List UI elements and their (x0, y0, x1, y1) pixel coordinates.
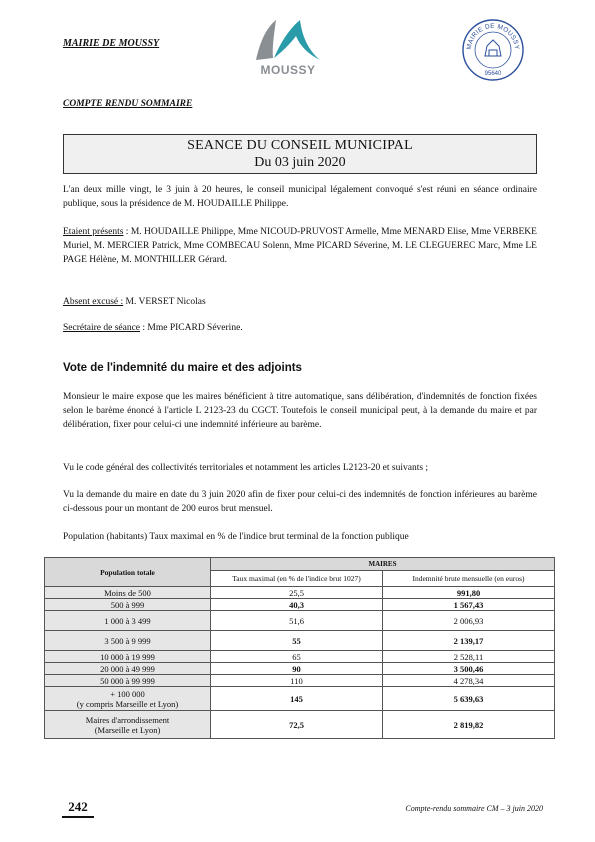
cell-population-main: + 100 000 (110, 688, 145, 699)
cell-rate: 72,5 (211, 711, 383, 739)
cell-population: Moins de 500 (45, 587, 211, 599)
absent-label: Absent excusé : (63, 297, 124, 307)
secretary-paragraph (63, 321, 537, 335)
cell-amount: 2 139,17 (383, 631, 555, 651)
present-label: Etaient présents (63, 227, 124, 237)
secretary-label: Secrétaire de séance (63, 323, 141, 333)
table-row (45, 687, 555, 711)
table-row (45, 599, 555, 611)
absent-text: M. VERSET Nicolas (123, 297, 206, 307)
table-row (45, 663, 555, 675)
cell-amount: 4 278,34 (383, 675, 555, 687)
cell-population (45, 711, 211, 739)
cell-rate: 65 (211, 651, 383, 663)
logo-swoosh-teal (274, 20, 320, 60)
title-line1: SEANCE DU CONSEIL MUNICIPAL (187, 138, 413, 153)
mairie-name: MAIRIE DE MOUSSY (63, 38, 160, 49)
cell-population: 10 000 à 19 999 (45, 651, 211, 663)
section-paragraph-4: Population (habitants) Taux maximal en % de l'indice brut terminal de la fonction publique (63, 532, 409, 542)
present-text: : M. HOUDAILLE Philippe, Mme NICOUD-PRUVOST Armelle, Mme MENARD Elise, Mme VERBEKE Muriel, M. MERCIER Patrick, Mme COMBECAU Solenn, Mme PICARD Séverine, M. LE CLEGUEREC Marc, Mme LE PAGE Hélène, M. MONTHILLER Gérard. (63, 227, 537, 265)
section-paragraph-2: Vu le code général des collectivités territoriales et notamment les articles L2123-20 et suivants ; (63, 463, 429, 473)
section-paragraph-3: Vu la demande du maire en date du 3 juin 2020 afin de fixer pour celui-ci des indemnités de fonction inférieures au barème ci-dessous pour un montant de 200 euros brut mensuel. (63, 490, 537, 514)
moussy-logo (246, 14, 330, 80)
cell-population: 500 à 999 (45, 599, 211, 611)
table-row (45, 587, 555, 599)
col-population-header: Population totale (45, 558, 211, 587)
maires-group-header: MAIRES (211, 558, 555, 571)
indemnity-table (44, 557, 555, 739)
cell-rate: 40,3 (211, 599, 383, 611)
table-row (45, 675, 555, 687)
cell-population-main: Maires d'arrondissement (85, 714, 170, 725)
col-amount-header: Indemnité brute mensuelle (en euros) (383, 571, 555, 587)
cell-rate: 25,5 (211, 587, 383, 599)
cell-rate: 55 (211, 631, 383, 651)
table-row (45, 631, 555, 651)
cell-population (45, 687, 211, 711)
cell-amount: 1 567,43 (383, 599, 555, 611)
cell-rate: 110 (211, 675, 383, 687)
logo-swoosh-gray (256, 20, 276, 60)
cell-amount: 5 639,63 (383, 687, 555, 711)
secretary-text: : Mme PICARD Séverine. (140, 323, 243, 333)
cell-amount: 2 528,11 (383, 651, 555, 663)
cell-population: 1 000 à 3 499 (45, 611, 211, 631)
title-box (63, 134, 537, 174)
cell-population: 50 000 à 99 999 (45, 675, 211, 687)
table-row (45, 651, 555, 663)
report-type: COMPTE RENDU SOMMAIRE (63, 99, 193, 109)
footer-caption: Compte-rendu sommaire CM – 3 juin 2020 (405, 804, 543, 813)
seal-emblem (485, 40, 501, 56)
seal-top-text: MAIRIE DE MOUSSY (465, 22, 521, 51)
table-row (45, 611, 555, 631)
cell-rate: 145 (211, 687, 383, 711)
col-rate-header: Taux maximal (en % de l'indice brut 1027) (211, 571, 383, 587)
cell-amount: 2 006,93 (383, 611, 555, 631)
cell-rate: 51,6 (211, 611, 383, 631)
cell-population: 20 000 à 49 999 (45, 663, 211, 675)
mairie-seal (461, 18, 525, 82)
present-paragraph (63, 225, 537, 267)
seal-bottom-text: 95640 (484, 71, 502, 77)
absent-paragraph (63, 295, 537, 309)
cell-population-sub: (y compris Marseille et Lyon) (76, 698, 179, 709)
cell-amount: 3 500,46 (383, 663, 555, 675)
cell-rate: 90 (211, 663, 383, 675)
cell-population-sub: (Marseille et Lyon) (94, 724, 161, 735)
section-heading: Vote de l'indemnité du maire et des adjoints (63, 362, 302, 374)
title-line2: Du 03 juin 2020 (254, 155, 346, 170)
section-paragraph-1: Monsieur le maire expose que les maires bénéficient à titre automatique, sans délibération, d'indemnités de fonction fixées selon le barème énoncé à l'article L 2123-23 du CGCT. Toutefois le conseil municipal peut, à la demande du maire et par délibération, fixer pour celui-ci une indemnité inférieure au barème. (63, 392, 537, 430)
intro-paragraph: L'an deux mille vingt, le 3 juin à 20 heures, le conseil municipal légalement convoqué s'est réuni en séance ordinaire publique, sous la présidence de M. HOUDAILLE Philippe. (63, 185, 537, 209)
cell-amount: 2 819,82 (383, 711, 555, 739)
page-number: 242 (62, 799, 94, 818)
cell-amount: 991,80 (383, 587, 555, 599)
table-row (45, 711, 555, 739)
logo-text: MOUSSY (260, 63, 316, 77)
cell-population: 3 500 à 9 999 (45, 631, 211, 651)
